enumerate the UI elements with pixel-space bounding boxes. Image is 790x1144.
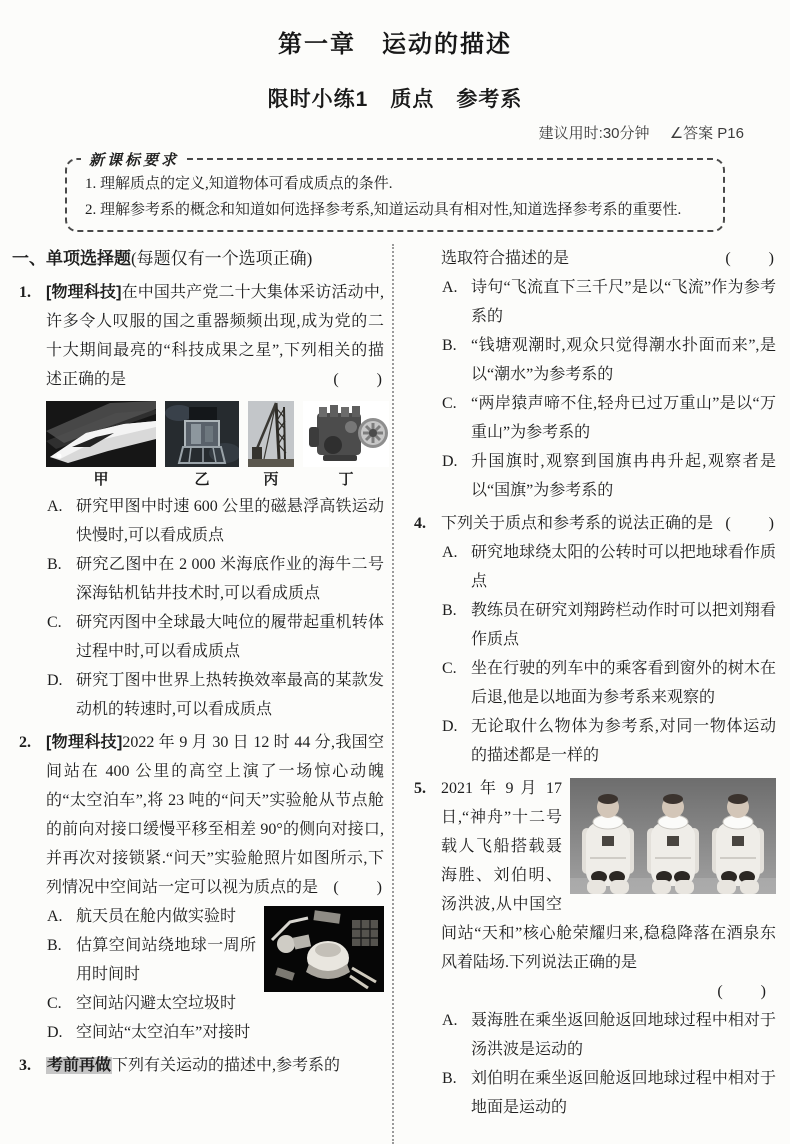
option-label: B. [47, 556, 62, 573]
option-b [441, 1064, 776, 1122]
option-label: D. [47, 672, 63, 689]
option-label: B. [47, 937, 62, 954]
standards-item-2: 2. 理解参考系的概念和知道如何选择参考系,知道运动具有相对性,知道选择参考系的重要性. [85, 202, 682, 218]
standards-item-1: 1. 理解质点的定义,知道物体可看成质点的条件. [85, 176, 393, 192]
figure-label-ding: 丁 [338, 472, 354, 488]
option-d [46, 666, 384, 724]
question-stem: [物理科技]在中国共产党二十大集体采访活动中,许多令人叹服的国之重器频频出现,成为党的二十大期间最亮的“科技成果之星”,下列相关的描述正确的是 ( ) [46, 278, 384, 394]
option-a [441, 538, 776, 596]
option-text: 研究丁图中世界上热转换效率最高的某款发动机的转速时,可以看成质点 [76, 672, 384, 718]
option-text: “钱塘观潮时,观众只觉得潮水扑面而来”,是以“潮水”为参考系的 [471, 337, 776, 383]
question-number: 5. [414, 780, 426, 797]
question-3-options [441, 273, 776, 505]
option-label: A. [47, 908, 63, 925]
option-label: D. [442, 453, 458, 470]
option-label: D. [47, 1024, 63, 1041]
question-4 [407, 509, 776, 770]
topic-tag: [物理科技] [46, 734, 123, 751]
answer-bracket: ( ) [725, 515, 776, 532]
option-label: A. [442, 1012, 458, 1029]
question-number: 1. [19, 284, 31, 301]
chapter-title: 第一章 运动的描述 [278, 32, 512, 58]
question-5-options [441, 1006, 776, 1122]
question-stem: [物理科技]2022 年 9 月 30 日 12 时 44 分,我国空间站在 400 公里的高空上演了一场惊心动魄的“太空泊车”,将 23 吨的“问天”实验舱从节点舱的前向对接口缓慢平移至相差 90°的侧向对接口,并再次对接锁紧.“问天”实验舱照片如图所示,下列情况中空间站一定可以视为质点的是 ( ) [46, 728, 384, 902]
option-text: “两岸猿声啼不住,轻舟已过万重山”是以“万重山”为参考系的 [471, 395, 776, 441]
right-column [392, 244, 782, 1144]
section-heading [12, 244, 384, 274]
standards-box [65, 153, 725, 232]
question-stem: 考前再做下列有关运动的描述中,参考系的 [47, 1057, 341, 1074]
question-number: 4. [414, 515, 426, 532]
figure-label-yi: 乙 [194, 472, 210, 488]
answer-bracket: ( ) [725, 250, 776, 267]
option-b [46, 931, 384, 989]
left-column [10, 244, 392, 1144]
question-2-options [46, 902, 384, 1047]
option-b [441, 596, 776, 654]
option-label: C. [442, 395, 457, 412]
option-c [46, 989, 384, 1018]
question-number: 3. [19, 1057, 31, 1074]
option-d [46, 1018, 384, 1047]
option-a [46, 902, 384, 931]
option-a [46, 492, 384, 550]
option-text: 教练员在研究刘翔跨栏动作时可以把刘翔看作质点 [471, 602, 776, 648]
answer-bracket: ( ) [333, 371, 384, 388]
option-label: B. [442, 337, 457, 354]
option-text: 研究甲图中时速 600 公里的磁悬浮高铁运动快慢时,可以看成质点 [76, 498, 384, 544]
option-a [441, 273, 776, 331]
option-text: 升国旗时,观察到国旗冉冉升起,观察者是以“国旗”为参考系的 [471, 453, 776, 499]
question-stem-continued: 选取符合描述的是 ( ) [441, 244, 776, 273]
figure-astronauts-photo [570, 778, 776, 894]
option-text: 聂海胜在乘坐返回舱返回地球过程中相对于汤洪波是运动的 [471, 1012, 776, 1058]
standards-box-title: 新课标要求 [81, 149, 187, 170]
suggested-time: 建议用时:30分钟 [538, 125, 650, 142]
option-text: 研究地球绕太阳的公转时可以把地球看作质点 [471, 544, 776, 590]
question-2 [12, 728, 384, 1047]
figure-label-jia: 甲 [93, 472, 109, 488]
question-stem: 2021 年 9 月 17 日,“神舟”十二号载人飞船搭载聂海胜、刘伯明、汤洪波,从中国空间站“天和”核心舱荣耀归来,稳稳降落在酒泉东风着陆场.下列说法正确的是 [441, 780, 776, 971]
option-text: 航天员在舱内做实验时 [76, 908, 237, 925]
question-number: 2. [19, 734, 31, 751]
option-text: 无论取什么物体为参考系,对同一物体运动的描述都是一样的 [471, 718, 776, 764]
option-c [46, 608, 384, 666]
option-a [441, 1006, 776, 1064]
figure-deep-sea-drill [165, 401, 239, 490]
option-label: D. [442, 718, 458, 735]
option-text: 空间站“太空泊车”对接时 [76, 1024, 251, 1041]
option-text: 诗句“飞流直下三千尺”是以“飞流”作为参考系的 [471, 279, 776, 325]
option-text: 坐在行驶的列车中的乘客看到窗外的树木在后退,他是以地面为参考系来观察的 [471, 660, 776, 706]
question-1 [12, 278, 384, 724]
option-label: A. [442, 544, 458, 561]
question-1-figure-row [46, 401, 384, 490]
option-b [441, 331, 776, 389]
figure-engine [303, 401, 389, 490]
option-b [46, 550, 384, 608]
option-label: C. [47, 614, 62, 631]
option-d [441, 447, 776, 505]
option-text: 空间站闪避太空垃圾时 [76, 995, 237, 1012]
exam-prep-tag: 考前再做 [47, 1057, 112, 1074]
topic-tag: [物理科技] [46, 284, 122, 301]
option-label: B. [442, 602, 457, 619]
option-label: A. [47, 498, 63, 515]
two-column-body [0, 244, 790, 1144]
section-note: (每题仅有一个选项正确) [131, 249, 313, 268]
option-c [441, 654, 776, 712]
option-d [441, 712, 776, 770]
option-c [441, 389, 776, 447]
option-label: A. [442, 279, 458, 296]
section-title: 一、单项选择题 [12, 249, 131, 268]
figure-maglev-train [46, 401, 156, 490]
figure-crawler-crane [248, 401, 294, 490]
option-text: 研究乙图中在 2 000 米海底作业的海牛二号深海钻机钻井技术时,可以看成质点 [76, 556, 384, 602]
option-text: 研究丙图中全球最大吨位的履带起重机转体过程中时,可以看成质点 [76, 614, 384, 660]
answer-bracket: ( ) [333, 879, 384, 896]
figure-label-bing: 丙 [263, 472, 279, 488]
question-3 [12, 1051, 384, 1080]
question-3-continued [407, 244, 776, 505]
meta-line [0, 122, 744, 143]
question-stem: 下列关于质点和参考系的说法正确的是 ( ) [441, 509, 776, 538]
option-text: 估算空间站绕地球一周所用时间时 [76, 937, 256, 983]
lesson-title: 限时小练1 质点 参考系 [267, 88, 523, 111]
question-5 [407, 774, 776, 1122]
question-1-options [46, 492, 384, 724]
option-label: C. [442, 660, 457, 677]
question-4-options [441, 538, 776, 770]
option-label: B. [442, 1070, 457, 1087]
option-text: 刘伯明在乘坐返回舱返回地球过程中相对于地面是运动的 [471, 1070, 776, 1116]
option-label: C. [47, 995, 62, 1012]
answer-page-ref: ∠答案 P16 [669, 125, 744, 142]
answer-bracket: ( ) [717, 983, 768, 1000]
